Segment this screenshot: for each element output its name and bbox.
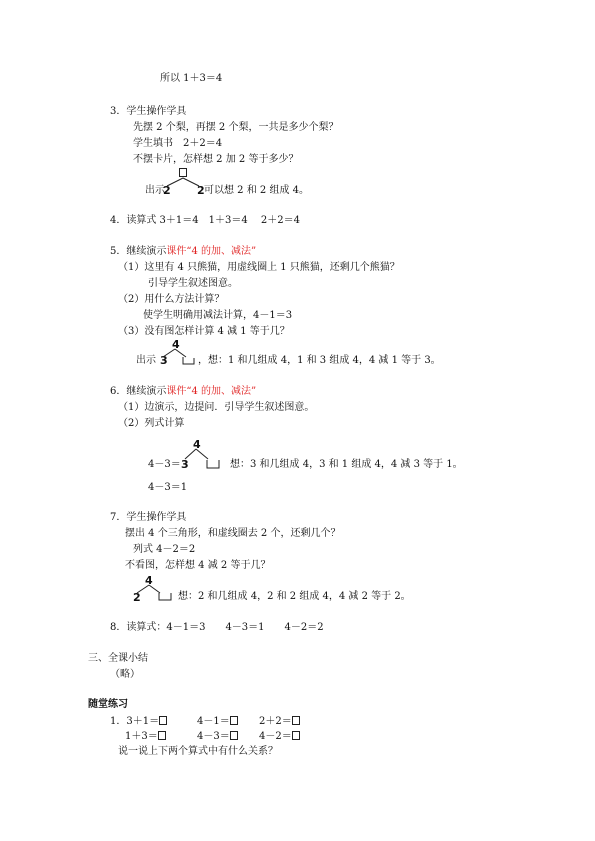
- practice-question: 说一说上下两个算式中有什么关系？: [118, 746, 278, 757]
- section-5-q2: （2）用什么方法计算？: [118, 294, 225, 305]
- answer-box: [230, 716, 238, 725]
- practice-title: 随堂练习: [88, 699, 128, 710]
- courseware-link: 课件“4 的加、减法”: [166, 386, 257, 397]
- equation-result: 4－3＝1: [148, 482, 188, 493]
- blank-corner: [207, 460, 219, 468]
- show-label: 出示: [136, 355, 156, 366]
- practice-row-2: 4－3＝: [197, 731, 238, 742]
- practice-row-1: 1．3＋1＝: [110, 716, 167, 727]
- section-6-q1: （1）边演示，边提问．引导学生叙述图意。: [118, 402, 315, 413]
- section-3-title: 3．学生操作学具: [110, 106, 187, 117]
- practice-row-1: 4－1＝: [197, 716, 238, 727]
- decomp-left-number: 3: [181, 458, 189, 471]
- show-label: 出示: [145, 185, 165, 196]
- equation: 4－3＝: [148, 459, 181, 470]
- blank-corner: [159, 593, 171, 600]
- decomp-right-number: 2: [197, 184, 205, 197]
- section-8-line: 8．读算式：4－1＝3 4－3＝1 4－2＝2: [110, 622, 324, 633]
- section-6-title: 6．继续演示课件“4 的加、减法”: [110, 386, 257, 397]
- section-7-line-2: 列式 4－2＝2: [133, 544, 196, 555]
- decomp-explanation: 想：3 和几组成 4，3 和 1 组成 4，4 减 3 等于 1。: [230, 459, 463, 470]
- courseware-link: 课件“4 的加、减法”: [166, 246, 257, 257]
- section-5-q1-answer: 引导学生叙述图意。: [148, 278, 238, 289]
- answer-box: [158, 731, 166, 740]
- section-7-line-3: 不看图，怎样想 4 减 2 等于几？: [125, 560, 271, 571]
- section-5-q3: （3）没有图怎样计算 4 减 1 等于几？: [118, 326, 290, 337]
- answer-box: [292, 731, 300, 740]
- answer-box: [292, 716, 300, 725]
- summary-note: （略）: [110, 669, 140, 680]
- decomp-left-number: 2: [163, 184, 171, 197]
- blank-corner: [183, 357, 194, 364]
- decomp-explanation: 可以想 2 和 2 组成 4。: [204, 185, 309, 196]
- practice-row-2: 4－2＝: [259, 731, 300, 742]
- answer-box: [159, 716, 167, 725]
- practice-row-2: 1＋3＝: [125, 731, 166, 742]
- section-5-q2-answer: 使学生明确用减法计算，4－1＝3: [143, 310, 293, 321]
- section-6-q2: （2）列式计算: [118, 418, 185, 429]
- blank-box: [179, 168, 187, 177]
- section-5-q1: （1）这里有 4 只熊猫，用虚线圈上 1 只熊猫，还剩几个熊猫？: [118, 262, 400, 273]
- decomp-top-number: 4: [172, 338, 180, 351]
- decomp-top-number: 4: [145, 574, 153, 587]
- decomp-left-number: 2: [133, 591, 141, 604]
- section-3-line-1: 先摆 2 个梨，再摆 2 个梨，一共是多少个梨？: [133, 122, 339, 133]
- summary-title: 三、全课小结: [88, 653, 148, 664]
- conclusion-line: 所以 1＋3＝4: [160, 73, 223, 84]
- decomp-explanation: 想：2 和几组成 4，2 和 2 组成 4，4 减 2 等于 2。: [178, 591, 411, 602]
- section-3-line-2: 学生填书 2＋2＝4: [133, 138, 223, 149]
- answer-box: [230, 731, 238, 740]
- section-4-line: 4．读算式 3＋1＝4 1＋3＝4 2＋2＝4: [110, 215, 300, 226]
- section-7-title: 7．学生操作学具: [110, 512, 187, 523]
- section-7-line-1: 摆出 4 个三角形，和虚线圈去 2 个，还剩几个？: [125, 528, 341, 539]
- decomp-explanation: ，想：1 和几组成 4，1 和 3 组成 4，4 减 1 等于 3。: [198, 355, 441, 366]
- decomp-top-number: 4: [193, 438, 201, 451]
- section-5-title: 5．继续演示课件“4 的加、减法”: [110, 246, 257, 257]
- section-3-line-3: 不摆卡片，怎样想 2 加 2 等于多少？: [133, 154, 299, 165]
- practice-row-1: 2＋2＝: [259, 716, 300, 727]
- decomp-left-number: 3: [160, 354, 168, 367]
